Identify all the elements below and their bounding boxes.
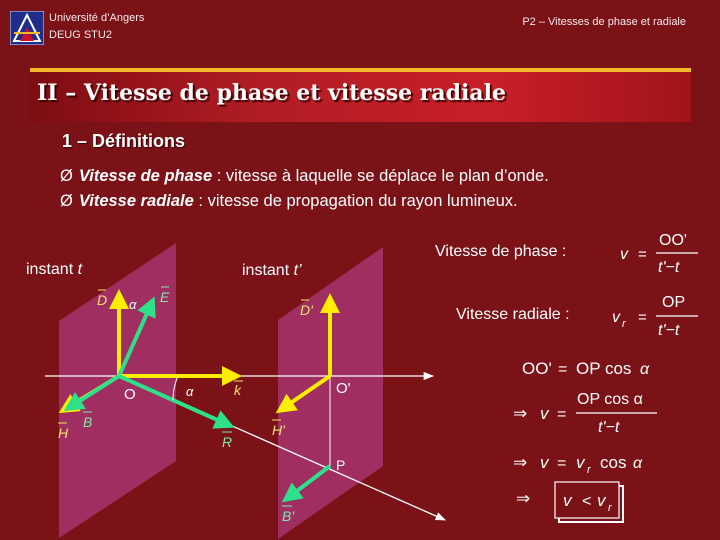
rel1-rhs: OP cos (576, 359, 632, 378)
instant-t-label: instant t (26, 261, 83, 278)
definition-text: vitesse à laquelle se déplace le plan d’onde. (225, 167, 549, 185)
formula-phase (435, 232, 698, 276)
vector-e-label: E (160, 289, 170, 305)
formula-radial-label: Vitesse radiale : (456, 306, 570, 323)
angle-alpha-label: α (186, 384, 194, 399)
rel1-eq: = (558, 361, 568, 378)
formula-phase-label: Vitesse de phase : (435, 243, 567, 260)
point-o-label: O (124, 386, 136, 403)
rel3-alpha: α (633, 455, 643, 472)
wave-plane-t (59, 243, 176, 538)
formula-relation-4 (516, 482, 623, 522)
definition-text: vitesse de propagation du rayon lumineux. (207, 192, 518, 210)
rel1-alpha: α (640, 361, 650, 378)
formula-radial-eq: = (638, 309, 647, 326)
vector-d-label: D (97, 292, 108, 308)
formula-radial-v: v (612, 309, 620, 326)
rel4-sub: r (608, 502, 612, 514)
formula-radial-den: t'−t (658, 322, 680, 339)
point-p-label: P (336, 457, 346, 473)
formula-radial (456, 294, 698, 339)
vector-h2-label: H' (272, 422, 285, 438)
instant-t2-label: instant t’ (242, 262, 302, 279)
formula-phase-num: OO' (659, 232, 687, 249)
rel3-vr: v (576, 453, 585, 472)
formula-relation-3 (513, 453, 643, 476)
page-title: II – Vitesse de phase et vitesse radiale (37, 80, 506, 106)
formula-relation-2 (513, 391, 657, 436)
formula-phase-eq: = (638, 246, 647, 263)
bullet-arrow-icon: Ø (60, 167, 73, 185)
bullet-arrow-icon: Ø (60, 192, 73, 210)
rel1-lhs: OO' (522, 359, 552, 378)
rel4-v: v (563, 491, 572, 510)
implies-icon: ⇒ (513, 453, 528, 472)
rel4-vr: v (597, 491, 606, 510)
vector-d2-label: D' (300, 302, 313, 318)
vector-b2-label: B' (282, 508, 295, 524)
definition-term: Vitesse de phase (78, 167, 213, 185)
formula-phase-den: t'−t (658, 259, 680, 276)
rel4-lt: < (582, 493, 592, 510)
vector-k-label: k (234, 382, 241, 398)
implies-icon: ⇒ (516, 489, 531, 508)
rel2-num: OP cos α (577, 391, 643, 408)
program-name: DEUG STU2 (49, 29, 112, 41)
point-o2-label: O' (336, 380, 351, 397)
vector-h-label: H (58, 425, 69, 441)
implies-icon: ⇒ (513, 404, 528, 423)
rel2-v: v (540, 404, 549, 423)
rel3-cos: cos (600, 453, 627, 472)
vector-b-label: B (83, 414, 93, 430)
rel2-eq: = (557, 406, 567, 423)
definition-separator: : (193, 192, 208, 210)
rel3-v: v (540, 453, 549, 472)
formula-radial-sub: r (622, 318, 626, 330)
vector-r-label: R (222, 434, 233, 450)
course-title: P2 – Vitesses de phase et radiale (522, 16, 686, 28)
definition-separator: : (212, 167, 226, 185)
angle-alpha-label-top: α (129, 297, 137, 312)
rel2-den: t'−t (598, 419, 620, 436)
section-subtitle: 1 – Définitions (62, 131, 186, 151)
rel3-sub: r (587, 464, 591, 476)
formula-relation-1 (522, 359, 650, 378)
university-name: Université d’Angers (49, 12, 145, 24)
formula-radial-num: OP (662, 294, 686, 311)
rel3-eq: = (557, 455, 567, 472)
formula-phase-v: v (620, 246, 628, 263)
definition-term: Vitesse radiale (78, 192, 194, 210)
